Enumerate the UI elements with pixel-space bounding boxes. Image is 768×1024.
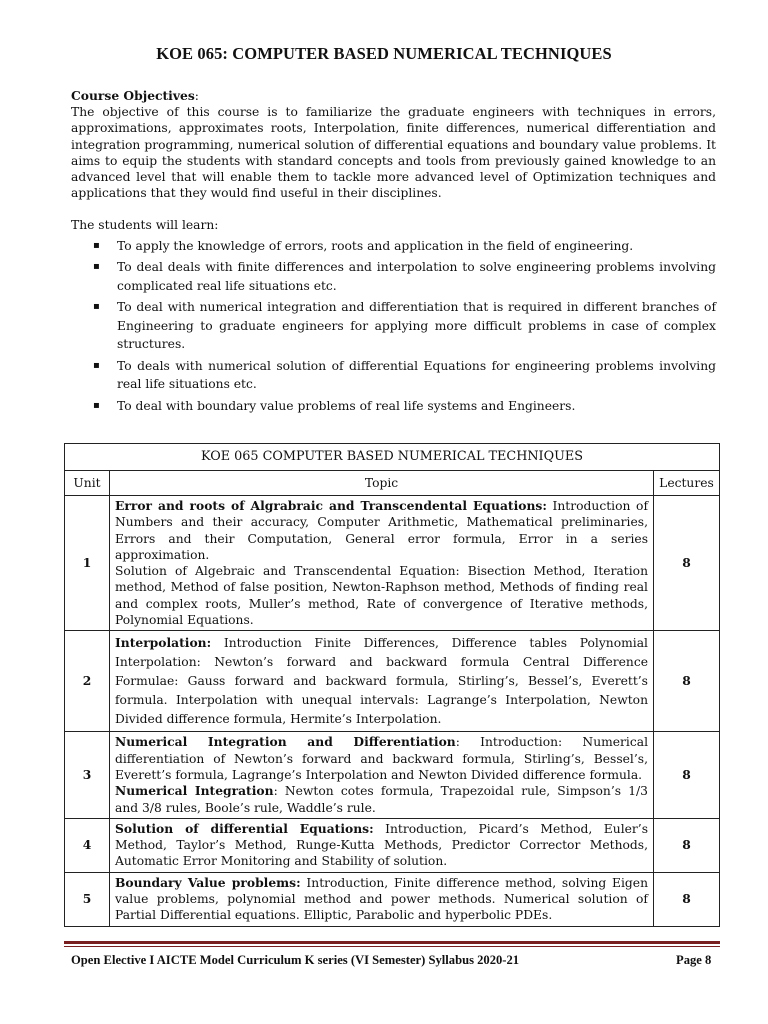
topic-text: Introduction, Picard’s Method, Euler’s Method, Taylor’s Method, Runge-Kutta Methods, Predictor Corrector Methods, Automatic Error Monitoring and Stability of solution. (115, 821, 649, 869)
topic-cell (110, 496, 654, 631)
bullet-icon: ▪ (93, 261, 100, 273)
bullet-icon: ▪ (93, 301, 100, 313)
topic-heading: Error and roots of Algrabraic and Transcendental Equations: (115, 498, 547, 513)
lecture-count: 8 (654, 872, 720, 926)
topic-cell (110, 872, 654, 926)
topic-cell (110, 631, 654, 732)
objectives-heading-line (71, 88, 716, 104)
list-item (71, 237, 716, 256)
unit-number: 2 (65, 631, 110, 732)
footer-rule-thick (64, 941, 720, 944)
objectives-paragraph: The objective of this course is to familiarize the graduate engineers with techniques in errors, approximations, approximates roots, Interpolation, finite differences, numerical differentiation and integration programming, numerical solution of differential equations and boundary value problems. It aims to equip the students with standard concepts and tools from previously gained knowledge to an advanced level that will enable them to tackle more advanced level of Optimization techniques and applications that they would find useful in their disciplines. (71, 105, 716, 201)
list-item (71, 397, 716, 416)
learn-item-text: To deal deals with finite differences and interpolation to solve engineering problems involving complicated real life situations etc. (117, 260, 716, 293)
header-unit: Unit (65, 471, 110, 496)
topic-text: Introduction of Numbers and their accuracy, Computer Arithmetic, Mathematical preliminaries, Errors and their Computation, General error formula, Error in a series approximation. (115, 499, 649, 562)
topic-cell (110, 732, 654, 818)
objectives-heading-colon: : (194, 89, 199, 103)
unit-number: 4 (65, 818, 110, 872)
document-title: KOE 065: COMPUTER BASED NUMERICAL TECHNIQUES (156, 44, 612, 63)
objectives-heading: Course Objectives (71, 88, 195, 103)
learn-item-text: To apply the knowledge of errors, roots and application in the field of engineering. (117, 238, 634, 253)
topic-heading: Interpolation: (115, 635, 212, 651)
topic-heading: Boundary Value problems: (115, 874, 301, 890)
list-item (71, 258, 716, 295)
topic-heading-2: Numerical Integration (115, 783, 274, 799)
topic-text-2: : Newton cotes formula, Trapezoidal rule, Simpson’s 1/3 and 3/8 rules, Boole’s rule, Waddle’s rule. (115, 784, 648, 815)
header-lectures: Lectures (654, 471, 720, 496)
table-row (65, 496, 720, 631)
learn-item-text: To deal with numerical integration and differentiation that is required in different branches of Engineering to graduate engineers for applying more difficult problems in case of complex structures. (117, 300, 716, 352)
table-header-row (65, 471, 720, 496)
table-title-row (65, 444, 720, 471)
table-row (65, 818, 720, 872)
topic-text-2: Solution of Algebraic and Transcendental Equation: Bisection Method, Iteration method, Method of false position, Newton-Raphson method, Methods of finding real and complex roots, Muller’s method, Rate of convergence of Iterative methods, Polynomial Equations. (115, 564, 648, 628)
table-row (65, 631, 720, 732)
lecture-count: 8 (654, 818, 720, 872)
learn-list (71, 237, 716, 416)
topic-text: Introduction, Finite difference method, solving Eigen value problems, polynomial method and power methods. Numerical solution of Partial Differential equations. Elliptic, Parabolic and hyperbolic PDEs. (115, 875, 648, 923)
header-topic: Topic (110, 471, 654, 496)
bullet-icon: ▪ (93, 239, 100, 251)
table-row (65, 732, 720, 818)
lecture-count: 8 (654, 496, 720, 631)
learn-item-text: To deal with boundary value problems of real life systems and Engineers. (117, 398, 576, 413)
lecture-count: 8 (654, 631, 720, 732)
footer-page-number: Page 8 (676, 953, 712, 967)
topic-text: : Introduction: Numerical differentiation of Newton’s forward and backward formula, Stirling’s, Bessel’s, Everett’s formula, Lagrange’s Interpolation and Newton Divided difference formula. (115, 735, 649, 782)
topic-text: Introduction Finite Differences, Difference tables Polynomial Interpolation: Newton’s forward and backward formula Central Difference Formulae: Gauss forward and backward formula, Stirling’s, Bessel’s, Everett’s formula. Interpolation with unequal intervals: Lagrange’s Interpolation, Newton Divided difference formula, Hermite’s Interpolation. (115, 636, 648, 727)
syllabus-table (64, 443, 720, 927)
learn-item-text: To deals with numerical solution of differential Equations for engineering problems involving real life situations etc. (117, 358, 716, 392)
bullet-icon: ▪ (93, 359, 100, 371)
bullet-icon: ▪ (93, 399, 100, 411)
list-item (71, 298, 716, 354)
table-row (65, 872, 720, 926)
footer-curriculum-text: Open Elective I AICTE Model Curriculum K series (VI Semester) Syllabus 2020-21 (71, 953, 520, 967)
unit-number: 1 (65, 496, 110, 631)
topic-heading: Solution of differential Equations: (115, 820, 374, 836)
list-item (71, 357, 716, 394)
unit-number: 3 (65, 732, 110, 818)
topic-heading: Numerical Integration and Differentiation (115, 734, 456, 750)
lecture-count: 8 (654, 732, 720, 818)
course-objectives-section (71, 88, 716, 415)
learn-intro: The students will learn: (71, 218, 219, 233)
footer-rule-thin (64, 946, 720, 947)
unit-number: 5 (65, 872, 110, 926)
topic-cell (110, 818, 654, 872)
table-title: KOE 065 COMPUTER BASED NUMERICAL TECHNIQUES (65, 444, 720, 471)
